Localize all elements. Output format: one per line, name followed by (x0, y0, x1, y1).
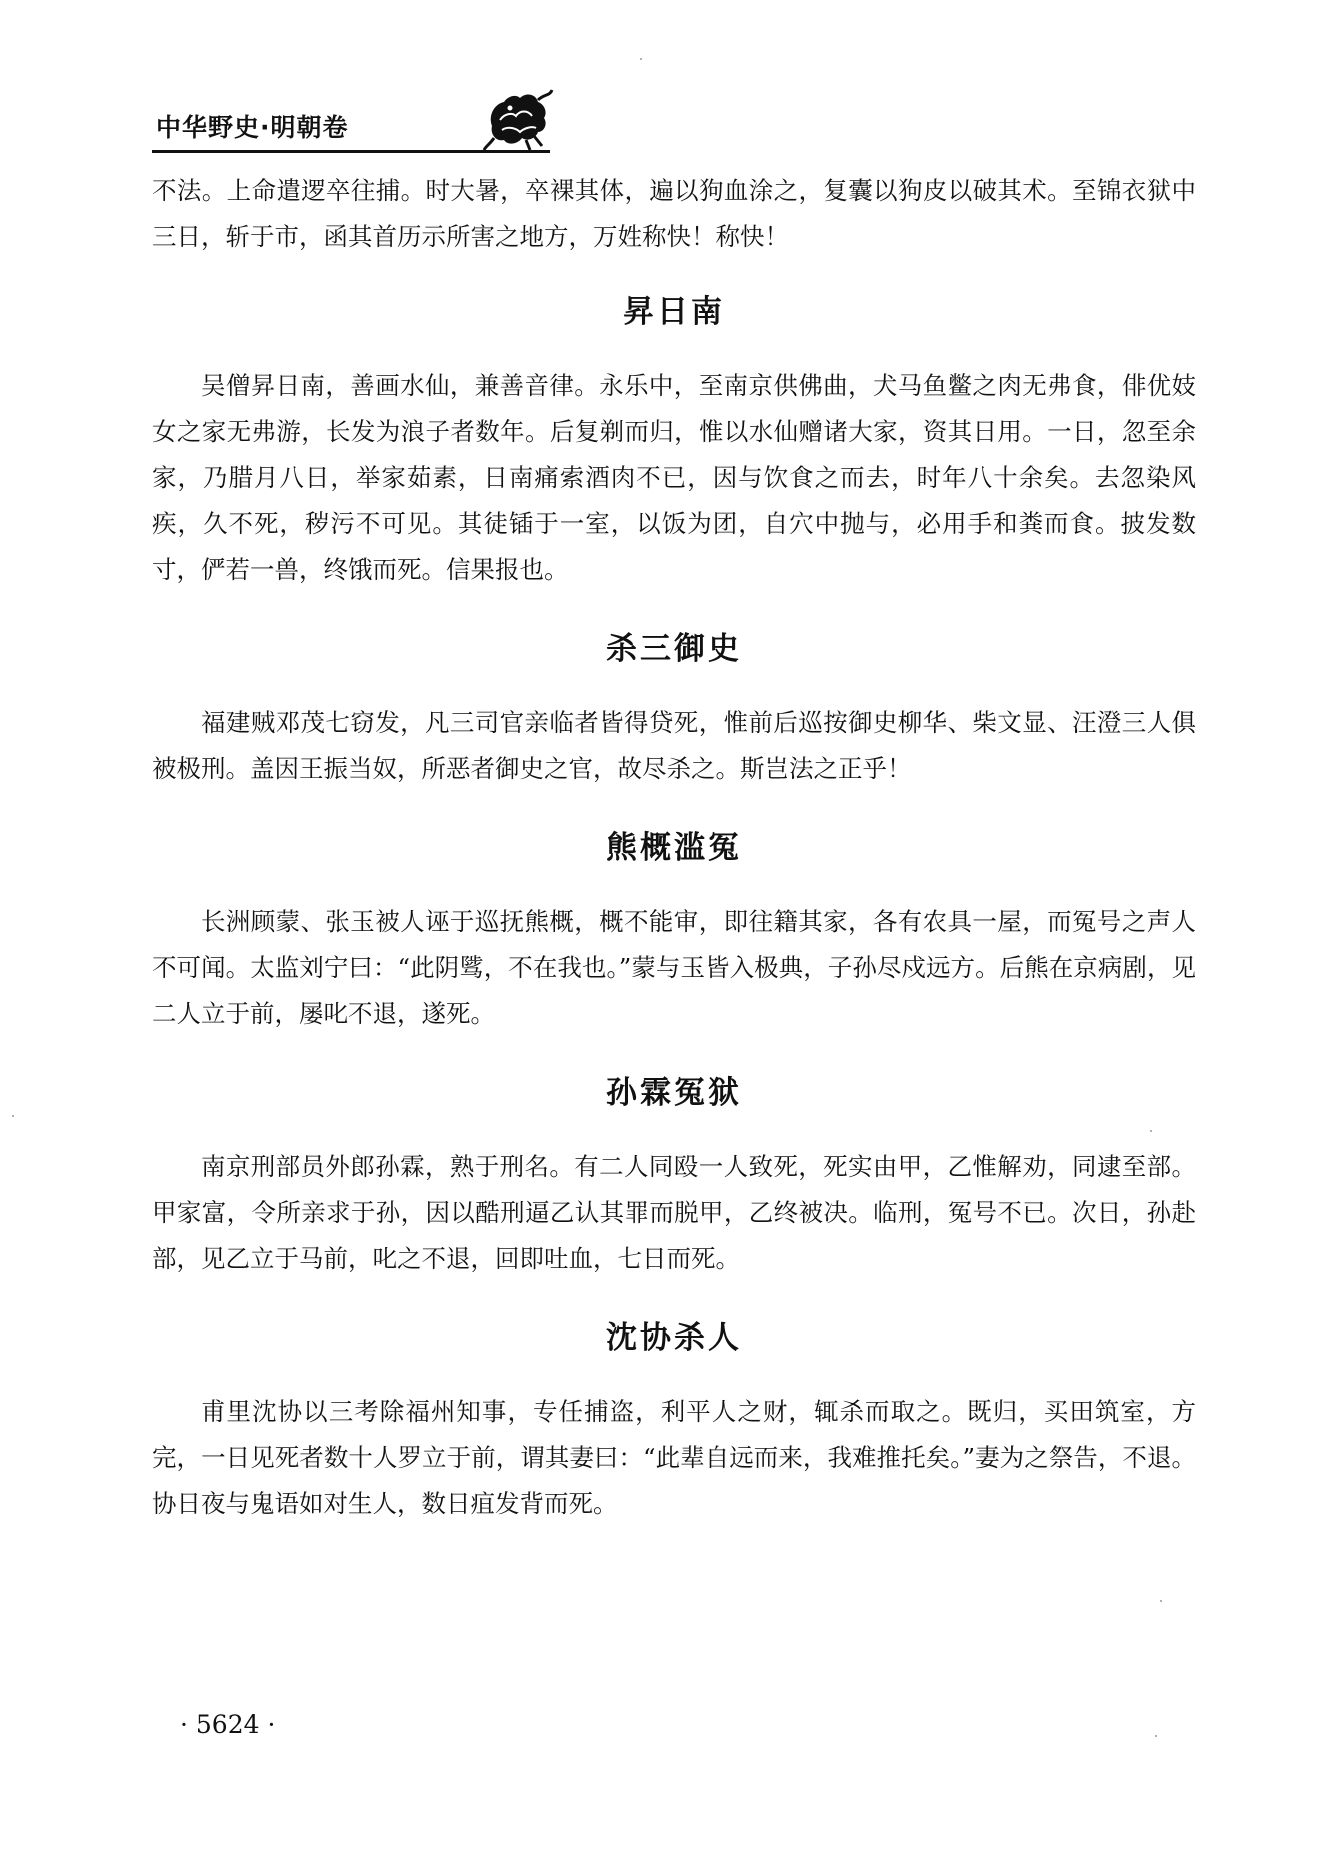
section-body: 福建贼邓茂七窃发，凡三司官亲临者皆得贷死，惟前后巡按御史柳华、柴文显、汪澄三人俱被极刑。盖因王振当奴，所恶者御史之官，故尽杀之。斯岂法之正乎！ (152, 708, 1196, 783)
section-title: 昇日南 (623, 294, 725, 330)
dragon-icon (482, 86, 554, 152)
section-title: 沈协杀人 (606, 1320, 742, 1356)
scan-speck (1150, 1130, 1152, 1132)
scan-speck (12, 1115, 14, 1117)
scan-speck (1155, 1735, 1157, 1737)
continued-paragraph: 不法。上命遣逻卒往捕。时大暑，卒裸其体，遍以狗血涂之，复囊以狗皮以破其术。至锦衣狱中三日，斩于市，函其首历示所害之地方，万姓称快！称快！ (152, 176, 1196, 251)
section-body: 吴僧昇日南，善画水仙，兼善音律。永乐中，至南京供佛曲，犬马鱼鳖之肉无弗食，俳优妓女之家无弗游，长发为浪子者数年。后复剃而归，惟以水仙赠诸大家，资其日用。一日，忽至余家，乃腊月八日，举家茹素，日南痛索酒肉不已，因与饮食之而去，时年八十余矣。去忽染风疾，久不死，秽污不可见。其徒锸于一室，以饭为团，自穴中抛与，必用手和粪而食。披发数寸，俨若一兽，终饿而死。信果报也。 (152, 371, 1196, 584)
page-number: · 5624 · (180, 1710, 276, 1739)
section-body: 甫里沈协以三考除福州知事，专任捕盗，利平人之财，辄杀而取之。既归，买田筑室，方完，一日见死者数十人罗立于前，谓其妻曰：“此辈自远而来，我难推托矣。”妻为之祭告，不退。协日夜与鬼语如对生人，数日疽发背而死。 (152, 1397, 1196, 1518)
section-body: 南京刑部员外郎孙霖，熟于刑名。有二人同殴一人致死，死实由甲，乙惟解劝，同逮至部。甲家富，令所亲求于孙，因以酷刑逼乙认其罪而脱甲，乙终被决。临刑，冤号不已。次日，孙赴部，见乙立于马前，叱之不退，回即吐血，七日而死。 (152, 1152, 1196, 1273)
section-title: 孙霖冤狱 (606, 1075, 742, 1111)
section-body: 长洲顾蒙、张玉被人诬于巡抚熊概，概不能审，即往籍其家，各有农具一屋，而冤号之声人不可闻。太监刘宁曰：“此阴骘，不在我也。”蒙与玉皆入极典，子孙尽戍远方。后熊在京病剧，见二人立于前，屡叱不退，遂死。 (152, 907, 1196, 1028)
scan-speck (1160, 1600, 1162, 1602)
book-title: 中华野史·明朝卷 (156, 113, 349, 142)
section-title: 杀三御史 (606, 631, 742, 667)
page-content (152, 168, 1196, 1527)
section-title: 熊概滥冤 (606, 830, 742, 866)
scan-speck (640, 58, 642, 60)
